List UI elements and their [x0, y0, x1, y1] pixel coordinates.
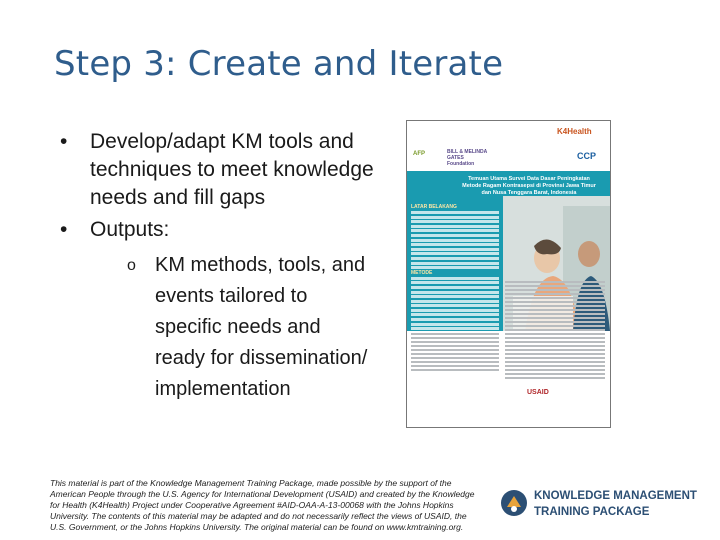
document-body-right [505, 281, 605, 381]
section-heading: METODE [411, 269, 433, 276]
document-title: Temuan Utama Survei Data Dasar Peningkatan Metode Ragam Kontrasepsi di Provinsi Jawa Timur dan Nusa Tenggara Barat, Indonesia [462, 176, 596, 196]
logo-ccp: CCP [577, 151, 597, 161]
sub-bullet-text: KM methods, tools, and events tailored to specific needs and ready for dissemination/ implementation [155, 254, 368, 400]
bullet-text: Develop/adapt KM tools and techniques to meet knowledge needs and fill gaps [90, 130, 374, 209]
document-body-left [411, 333, 499, 373]
sub-bullet-item [127, 250, 370, 405]
bullet-list [60, 128, 380, 405]
document-thumbnail [406, 120, 611, 428]
km-logo-line1: KNOWLEDGE MANAGEMENT [534, 490, 697, 502]
usaid-logo: USAID [527, 389, 549, 396]
sub-bullet-marker: o [127, 257, 136, 274]
bullet-marker: • [60, 218, 68, 241]
logo-afp: AFP [413, 151, 425, 157]
km-training-logo [500, 487, 710, 527]
logo-k4health: K4Health [557, 127, 592, 136]
km-logo-icon [500, 489, 528, 517]
partner-logos [411, 125, 606, 169]
bullet-item [60, 216, 380, 244]
page-title: Step 3: Create and Iterate [54, 44, 504, 84]
footer-disclaimer: This material is part of the Knowledge Management Training Package, made possible by the support of the American People through the U.S. Agency for International Development (USAID) and created by the Knowledge for Health (K4Health) Project under Cooperative Agreement #AID-OAA-A-13-00068 with the Johns Hopkins University. The contents of this material may be adapted and do not necessarily reflect the views of USAID, the U.S. Government, or the Johns Hopkins University. The original material can be found on www.kmtraining.org. [50, 478, 475, 532]
section-heading: LATAR BELAKANG [411, 204, 457, 210]
logo-gates: BILL & MELINDA GATES Foundation [447, 149, 487, 167]
document-text-block [411, 205, 499, 341]
bullet-text: Outputs: [90, 218, 170, 241]
bullet-marker: • [60, 130, 68, 153]
bullet-item [60, 128, 380, 212]
km-logo-line2: TRAINING PACKAGE [534, 506, 650, 518]
